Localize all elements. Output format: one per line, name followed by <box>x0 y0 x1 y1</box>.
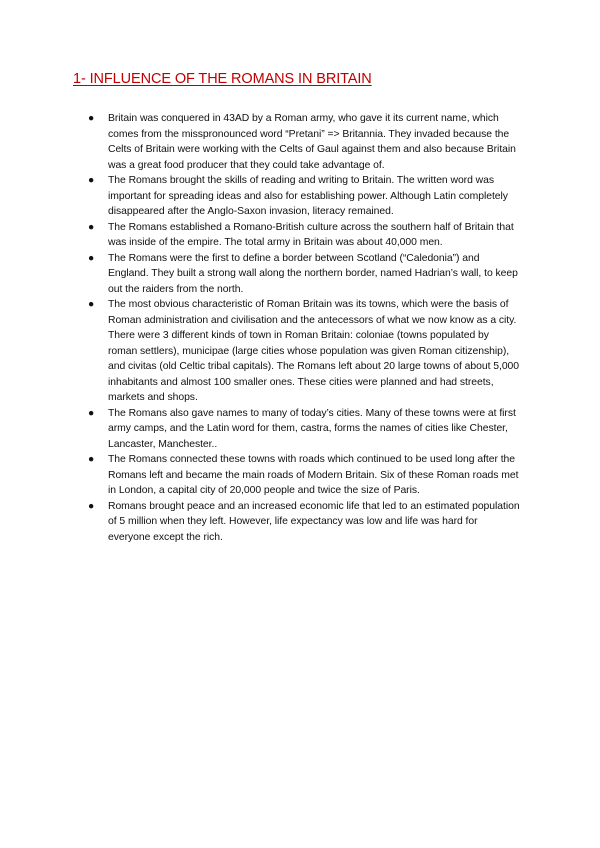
list-item-text: The Romans established a Romano-British culture across the southern half of Britain that was inside of the empire. The total army in Britain was about 40,000 men. <box>108 221 514 248</box>
list-item <box>88 251 520 298</box>
bullet-list <box>88 111 520 545</box>
list-item <box>88 297 520 406</box>
bullet-icon: ● <box>88 221 95 233</box>
list-item-text: The Romans connected these towns with roads which continued to be used long after the Romans left and became the main roads of Modern Britain. Six of these Roman roads met in London, a capital city of 20,000 people and twice the size of Paris. <box>108 454 519 496</box>
bullet-icon: ● <box>88 299 95 310</box>
list-item-text: The Romans brought the skills of reading and writing to Britain. The written word was important for spreading ideas and also for establishing power. Although Latin completely disappeared after the Anglo-Saxon invasion, literacy remained. <box>108 175 508 217</box>
list-item-text: The Romans also gave names to many of today’s cities. Many of these towns were at first army camps, and the Latin word for them, castra, forms the names of cities like Chester, Lancaster, Manchester.. <box>108 407 516 450</box>
list-item <box>88 173 520 220</box>
bullet-icon: ● <box>88 407 95 419</box>
list-item <box>88 406 520 453</box>
section-heading: 1- INFLUENCE OF THE ROMANS IN BRITAIN <box>73 71 372 87</box>
list-item <box>88 499 520 546</box>
list-item <box>88 452 520 499</box>
list-item <box>88 111 520 173</box>
list-item-text: The Romans were the first to define a border between Scotland (“Caledonia”) and England. They built a strong wall along the northern border, named Hadrian’s wall, to keep out the raiders from the north. <box>108 252 518 295</box>
bullet-icon: ● <box>88 500 95 512</box>
bullet-icon: ● <box>88 454 95 465</box>
list-item <box>88 220 520 251</box>
list-item-text: The most obvious characteristic of Roman Britain was its towns, which were the basis of Roman administration and civilisation and the antecessors of what we now know as a city. There were 3 different kinds of town in Roman Britain: coloniae (towns populated by roman settlers), municipae (large cities whose population was given Roman citizenship), and civitas (old Celtic tribal capitals). The Romans left about 20 large towns of about 5,000 inhabitants and almost 100 smaller ones. These cities were planned and had streets, markets and shops. <box>108 299 520 403</box>
bullet-icon: ● <box>88 113 95 124</box>
bullet-icon: ● <box>88 252 95 264</box>
list-item-text: Britain was conquered in 43AD by a Roman army, who gave it its current name, which comes from the misspronounced word “Pretani” => Britannia. They invaded because the Celts of Britain were working with the Celts of Gaul against them and also because Britain was a great food producer that they could take advantage of. <box>108 113 516 171</box>
list-item-text: Romans brought peace and an increased economic life that led to an estimated population of 5 million when they left. However, life expectancy was low and life was hard for everyone except the rich. <box>108 500 520 543</box>
bullet-icon: ● <box>88 175 95 186</box>
